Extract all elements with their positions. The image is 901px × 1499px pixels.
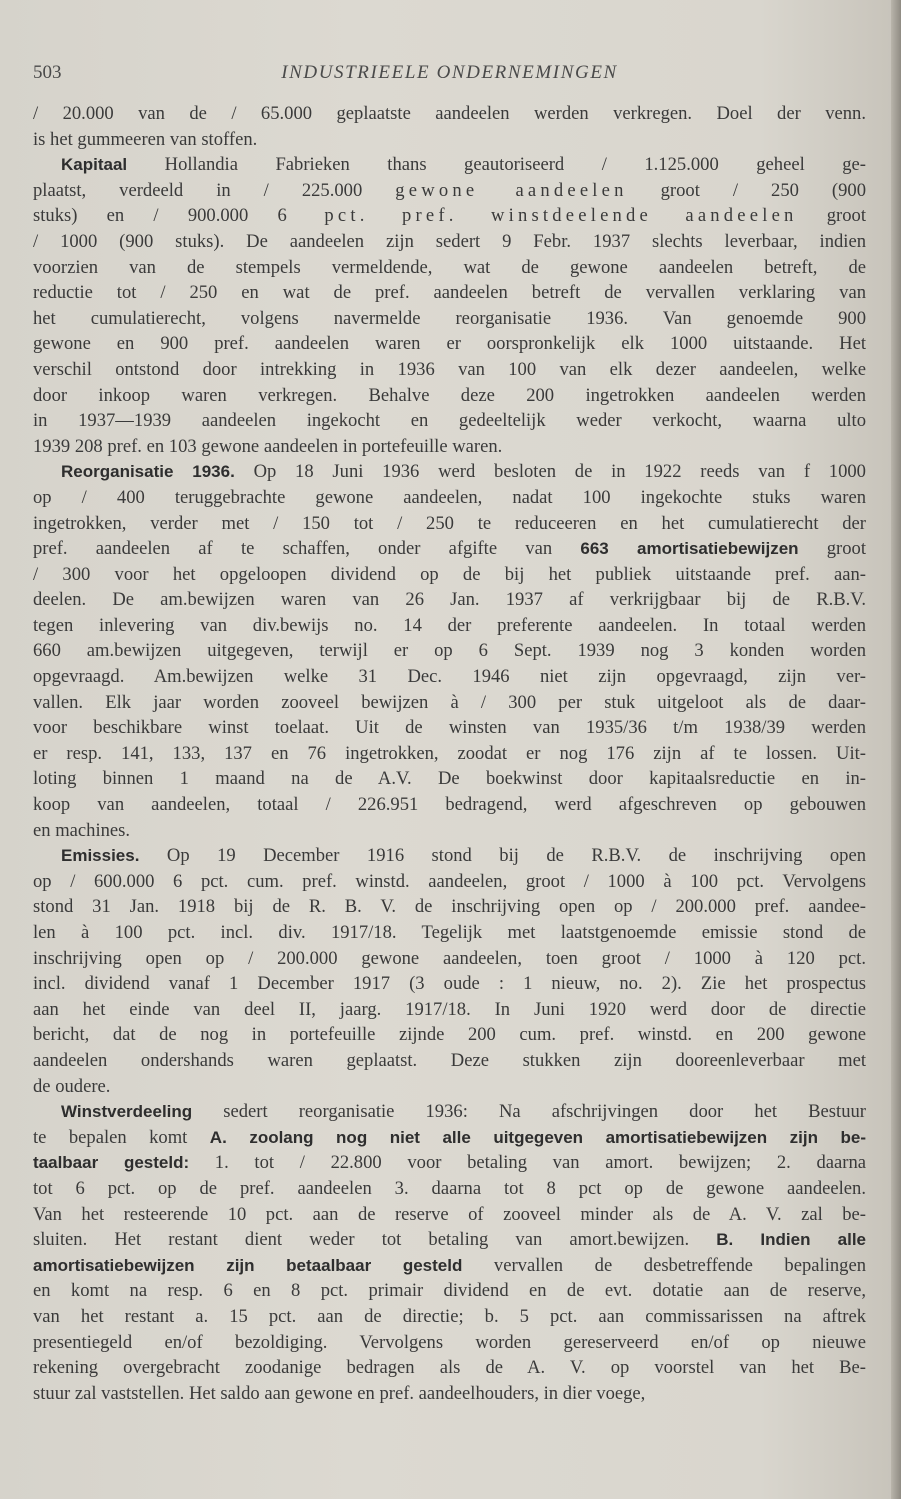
text-line [33, 1253, 866, 1279]
text-line [33, 1381, 866, 1407]
text-run: sluiten. Het restant dient weder tot betaling van amort.bewijzen. [33, 1229, 717, 1251]
text-run: van het restant a. 15 pct. aan de directie; b. 5 pct. aan commissarissen na aftrek [33, 1305, 866, 1327]
page-header [33, 62, 866, 88]
text-line [33, 1202, 866, 1228]
text-run: sedert reorganisatie 1936: Na afschrijvingen door het Bestuur [192, 1101, 866, 1123]
text-line [33, 383, 866, 409]
text-line [33, 1278, 866, 1304]
text-run: stuks) en / 900.000 [33, 205, 278, 227]
text-run: / 20.000 van de / 65.000 geplaatste aandeelen werden verkregen. Doel der venn. [33, 103, 866, 124]
bold-heading-text: A. zoolang nog niet alle uitgegeven amortisatiebewijzen zijn be- [209, 1127, 867, 1147]
text-line [33, 485, 866, 511]
text-line [33, 894, 866, 920]
text-line [33, 306, 866, 332]
bold-heading-text: taalbaar gesteld: [33, 1153, 190, 1173]
text-run: incl. dividend vanaf 1 December 1917 (3 oude : 1 nieuw, no. 2). Zie het prospectus [33, 973, 866, 995]
text-line [33, 1227, 866, 1253]
text-line [33, 818, 866, 844]
text-line [33, 690, 866, 716]
text-line [33, 408, 866, 434]
text-line [33, 1355, 866, 1381]
text-line [33, 920, 866, 946]
text-run: Op 19 December 1916 stond bij de R.B.V. de inschrijving open [139, 845, 866, 867]
text-run: groot / 250 (900 [627, 179, 866, 201]
text-line [33, 1074, 866, 1100]
text-run: voor beschikbare winst toelaat. Uit de winsten van 1935/36 t/m 1938/39 werden [33, 717, 866, 739]
text-run: aan het einde van deel II, jaarg. 1917/18. In Juni 1920 werd door de directie [33, 998, 866, 1020]
text-line [33, 203, 866, 229]
text-run: het cumulatierecht, volgens navermelde reorganisatie 1936. Van genoemde 900 [33, 307, 866, 329]
text-line [33, 766, 866, 792]
text-line [33, 229, 866, 255]
text-run: / 300 voor het opgeloopen dividend op de bij het publiek uitstaande pref. aan- [33, 563, 866, 585]
text-run: Van het resteerende 10 pct. aan de reserve of zooveel minder als de A. V. zal be- [33, 1203, 866, 1225]
text-run: tegen inlevering van div.bewijs no. 14 der preferente aandeelen. In totaal werden [33, 614, 866, 636]
bold-heading-text: Kapitaal [61, 155, 128, 175]
text-run: rekening overgebracht zoodanige bedragen als de A. V. op voorstel van het Be- [33, 1357, 866, 1379]
text-run: te bepalen komt [33, 1126, 210, 1148]
text-line [33, 536, 866, 562]
text-line [33, 255, 866, 281]
text-run: aandeelen ondershands waren geplaatst. Deze stukken zijn dooreenleverbaar met [33, 1049, 866, 1071]
text-run: reductie tot / 250 en wat de pref. aandeelen betreft de vervallen verklaring van [33, 282, 866, 304]
text-run: op / 400 teruggebrachte gewone aandeelen, nadat 100 ingekochte stuks waren [33, 486, 866, 508]
text-line [33, 1176, 866, 1202]
text-line [33, 741, 866, 767]
paragraph-winstverdeeling [33, 1099, 866, 1406]
text-run: plaatst, verdeeld in / 225.000 [33, 179, 396, 201]
text-run: ingetrokken, verder met / 150 tot / 250 te reduceeren en het cumulatierecht der [33, 512, 866, 534]
text-run: bericht, dat de nog in portefeuille zijnde 200 cum. pref. winstd. en 200 gewone [33, 1024, 866, 1046]
bold-heading-text: B. Indien alle [716, 1230, 866, 1250]
text-line [33, 997, 866, 1023]
text-run: gewone en 900 pref. aandeelen waren er oorspronkelijk elk 1000 uitstaande. Het [33, 333, 866, 355]
text-line [33, 869, 866, 895]
text-line [33, 1125, 866, 1151]
text-run: verschil ontstond door intrekking in 1936 van 100 van elk dezer aandeelen, welke [33, 358, 866, 380]
text-run: groot [797, 205, 866, 227]
text-line [33, 434, 866, 460]
text-line [33, 1330, 866, 1356]
text-line [33, 1022, 866, 1048]
text-run: / 1000 (900 stuks). De aandeelen zijn sedert 9 Febr. 1937 slechts leverbaar, indien [33, 230, 866, 252]
text-run: door inkoop waren verkregen. Behalve deze 200 ingetrokken aandeelen werden [33, 384, 866, 406]
text-line [33, 562, 866, 588]
spaced-emphasis-text: gewone aandeelen [395, 179, 628, 201]
paragraph-kapitaal [33, 152, 866, 459]
bold-heading-text: Winstverdeeling [61, 1102, 193, 1122]
text-line [33, 946, 866, 972]
text-run: en machines. [33, 819, 131, 841]
page-body [33, 101, 866, 1406]
bold-heading-text: Emissies. [61, 846, 140, 866]
text-run: stuur zal vaststellen. Het saldo aan gewone en pref. aandeelhouders, in dier voege, [33, 1382, 646, 1404]
text-run: is het gummeeren van stoffen. [33, 128, 258, 150]
text-run: vervallen de desbetreffende bepalingen [462, 1254, 867, 1276]
text-line [33, 638, 866, 664]
bold-heading-text: Reorganisatie 1936. [61, 462, 235, 482]
page-number: 503 [33, 62, 62, 83]
text-run: 660 am.bewijzen uitgegeven, terwijl er op 6 Sept. 1939 nog 3 konden worden [33, 640, 866, 662]
text-line [33, 331, 866, 357]
text-line [33, 280, 866, 306]
text-run: vallen. Elk jaar worden zooveel bewijzen à / 300 per stuk uitgeloot als de daar- [33, 691, 866, 713]
text-run: len à 100 pct. incl. div. 1917/18. Tegelijk met laatstgenoemde emissie stond de [33, 922, 866, 943]
text-line [33, 792, 866, 818]
paragraph-emissies [33, 843, 866, 1099]
text-run: inschrijving open op / 200.000 gewone aandeelen, toen groot / 1000 à 120 pct. [33, 947, 866, 969]
text-run: in 1937—1939 aandeelen ingekocht en gedeeltelijk weder verkocht, waarna ulto [33, 410, 866, 432]
paragraph-intro [33, 101, 866, 152]
text-run: groot [798, 538, 867, 560]
text-run: deelen. De am.bewijzen waren van 26 Jan. 1937 af verkrijgbaar bij de R.B.V. [33, 589, 866, 611]
text-line [33, 357, 866, 383]
text-run: presentiegeld en/of bezoldiging. Vervolgens worden gereserveerd en/of op nieuwe [33, 1331, 866, 1353]
text-run: opgevraagd. Am.bewijzen welke 31 Dec. 1946 niet zijn opgevraagd, zijn ver- [33, 666, 866, 688]
text-line [33, 101, 866, 127]
text-run: voorzien van de stempels vermeldende, wat de gewone aandeelen betreft, de [33, 256, 866, 278]
text-run: tot 6 pct. op de pref. aandeelen 3. daarna tot 8 pct op de gewone aandeelen. [33, 1177, 866, 1199]
text-run: loting binnen 1 maand na de A.V. De boekwinst door kapitaalsreductie en in- [33, 768, 866, 790]
text-line [33, 1099, 866, 1125]
text-line [33, 1150, 866, 1176]
text-run: pref. aandeelen af te schaffen, onder afgifte van [33, 538, 581, 560]
text-line [33, 715, 866, 741]
text-line [33, 511, 866, 537]
text-line [33, 1304, 866, 1330]
text-line [33, 613, 866, 639]
text-line [33, 587, 866, 613]
spaced-emphasis-text: 6 pct. pref. winstdeelende aandeelen [277, 205, 798, 227]
text-line [33, 178, 866, 204]
text-run: 1939 208 pref. en 103 gewone aandeelen in portefeuille waren. [33, 435, 503, 457]
paragraph-reorganisatie [33, 459, 866, 843]
text-run: Op 18 Juni 1936 werd besloten de in 1922 reeds van f 1000 [234, 461, 866, 483]
text-line [33, 459, 866, 485]
text-run: de oudere. [33, 1075, 111, 1097]
text-line [33, 152, 866, 178]
text-line [33, 1048, 866, 1074]
text-line [33, 664, 866, 690]
text-run: er resp. 141, 133, 137 en 76 ingetrokken, zoodat er nog 176 zijn af te lossen. Uit- [33, 742, 866, 764]
text-line [33, 127, 866, 153]
text-run: Hollandia Fabrieken thans geautoriseerd / 1.125.000 geheel ge- [127, 154, 866, 176]
text-run: en komt na resp. 6 en 8 pct. primair dividend en de evt. dotatie aan de reserve, [33, 1280, 866, 1302]
page-edge [891, 0, 901, 1499]
bold-heading-text: amortisatiebewijzen zijn betaalbaar gesteld [33, 1255, 463, 1275]
running-title: INDUSTRIEELE ONDERNEMINGEN [281, 62, 618, 83]
text-run: 1. tot / 22.800 voor betaling van amort. bewijzen; 2. daarna [189, 1152, 866, 1174]
text-line [33, 843, 866, 869]
bold-heading-text: 663 amortisatiebewijzen [580, 539, 799, 559]
text-run: op / 600.000 6 pct. cum. pref. winstd. aandeelen, groot / 1000 à 100 pct. Vervolgens [33, 870, 866, 892]
text-run: koop van aandeelen, totaal / 226.951 bedragend, werd afgeschreven op gebouwen [33, 794, 866, 816]
text-run: stond 31 Jan. 1918 bij de R. B. V. de inschrijving open op / 200.000 pref. aandee- [33, 896, 866, 918]
text-line [33, 971, 866, 997]
